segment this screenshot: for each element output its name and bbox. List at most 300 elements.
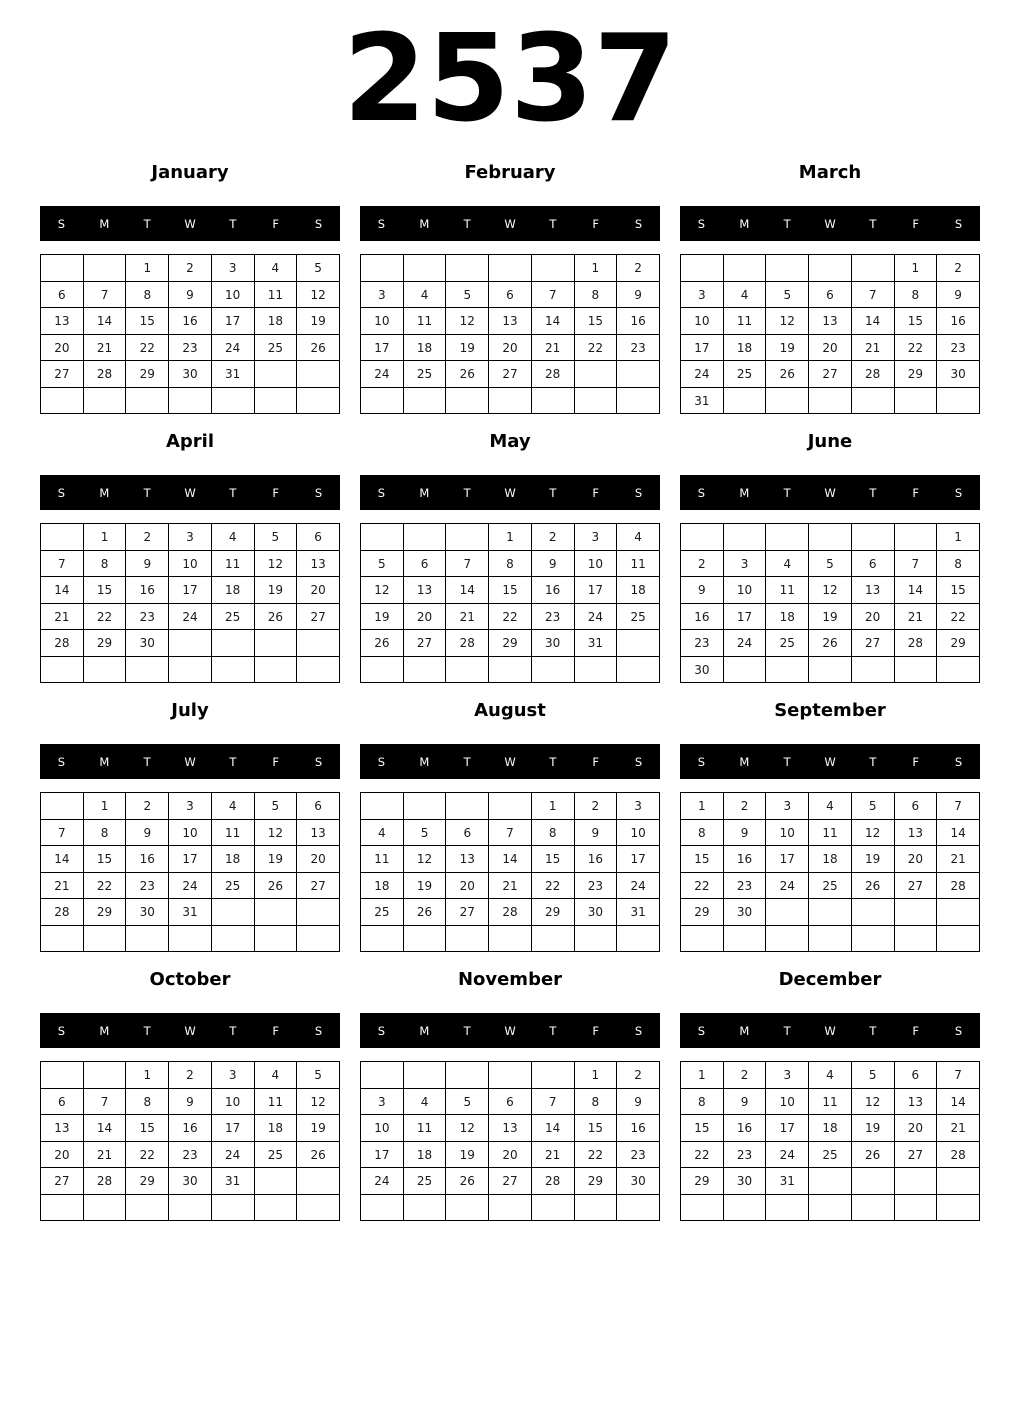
empty-day-cell xyxy=(937,656,980,683)
month-table xyxy=(680,792,980,952)
day-cell: 11 xyxy=(211,819,254,846)
empty-day-cell xyxy=(894,1194,937,1221)
day-cell: 13 xyxy=(489,308,532,335)
day-cell: 25 xyxy=(361,899,404,926)
day-cell: 24 xyxy=(169,872,212,899)
day-cell: 31 xyxy=(211,361,254,388)
day-cell: 14 xyxy=(937,819,980,846)
week-row xyxy=(361,1115,660,1142)
day-cell: 1 xyxy=(126,1062,169,1089)
day-cell: 4 xyxy=(403,1088,446,1115)
week-row xyxy=(361,656,660,683)
day-cell: 9 xyxy=(723,1088,766,1115)
day-cell: 2 xyxy=(723,1062,766,1089)
day-cell: 17 xyxy=(574,577,617,604)
weekday-label: S xyxy=(314,754,323,769)
weekday-label: S xyxy=(57,1023,66,1038)
day-cell: 1 xyxy=(531,793,574,820)
empty-day-cell xyxy=(681,524,724,551)
day-cell: 5 xyxy=(361,550,404,577)
weekday-label: W xyxy=(504,754,516,769)
day-cell: 24 xyxy=(574,603,617,630)
empty-day-cell xyxy=(403,793,446,820)
weekday-label: T xyxy=(869,1023,877,1038)
empty-day-cell xyxy=(361,387,404,414)
week-row xyxy=(681,524,980,551)
week-row xyxy=(681,255,980,282)
empty-day-cell xyxy=(254,361,297,388)
day-cell: 23 xyxy=(169,334,212,361)
day-cell: 20 xyxy=(41,1141,84,1168)
day-cell: 24 xyxy=(617,872,660,899)
day-cell: 24 xyxy=(211,334,254,361)
day-cell: 29 xyxy=(126,1168,169,1195)
empty-day-cell xyxy=(617,387,660,414)
day-cell: 16 xyxy=(126,846,169,873)
month-table xyxy=(360,523,660,683)
month-title: March xyxy=(798,162,862,184)
day-cell: 8 xyxy=(531,819,574,846)
day-cell: 26 xyxy=(766,361,809,388)
empty-day-cell xyxy=(766,925,809,952)
empty-day-cell xyxy=(297,899,340,926)
month-table xyxy=(40,792,340,952)
day-cell: 8 xyxy=(574,1088,617,1115)
month-days xyxy=(361,1062,660,1221)
day-cell: 21 xyxy=(851,334,894,361)
day-cell: 25 xyxy=(403,1168,446,1195)
day-cell: 24 xyxy=(723,630,766,657)
empty-day-cell xyxy=(489,793,532,820)
weekday-header-row xyxy=(40,744,340,779)
week-row xyxy=(681,577,980,604)
week-row xyxy=(361,846,660,873)
day-cell: 13 xyxy=(489,1115,532,1142)
empty-day-cell xyxy=(937,1168,980,1195)
day-cell: 28 xyxy=(489,899,532,926)
empty-day-cell xyxy=(894,524,937,551)
day-cell: 10 xyxy=(211,1088,254,1115)
day-cell: 28 xyxy=(83,1168,126,1195)
day-cell: 1 xyxy=(681,793,724,820)
empty-day-cell xyxy=(723,387,766,414)
day-cell: 24 xyxy=(766,872,809,899)
month-june xyxy=(680,431,980,683)
month-november xyxy=(360,969,660,1221)
day-cell: 11 xyxy=(361,846,404,873)
day-cell: 11 xyxy=(403,1115,446,1142)
day-cell: 22 xyxy=(894,334,937,361)
day-cell: 23 xyxy=(681,630,724,657)
weekday-label: S xyxy=(954,485,963,500)
week-row xyxy=(681,925,980,952)
weekday-label: T xyxy=(783,754,791,769)
weekday-label: M xyxy=(99,1023,110,1038)
weekday-header-row xyxy=(40,206,340,241)
week-row xyxy=(681,1088,980,1115)
day-cell: 5 xyxy=(446,1088,489,1115)
empty-day-cell xyxy=(894,925,937,952)
day-cell: 29 xyxy=(681,1168,724,1195)
day-cell: 28 xyxy=(446,630,489,657)
empty-day-cell xyxy=(169,630,212,657)
week-row xyxy=(361,793,660,820)
week-row xyxy=(681,630,980,657)
day-cell: 13 xyxy=(851,577,894,604)
empty-day-cell xyxy=(809,899,852,926)
day-cell: 14 xyxy=(446,577,489,604)
day-cell: 31 xyxy=(169,899,212,926)
day-cell: 4 xyxy=(809,1062,852,1089)
day-cell: 4 xyxy=(809,793,852,820)
empty-day-cell xyxy=(574,656,617,683)
weekday-label: T xyxy=(783,1023,791,1038)
day-cell: 4 xyxy=(723,281,766,308)
empty-day-cell xyxy=(169,1194,212,1221)
week-row xyxy=(41,1088,340,1115)
day-cell: 2 xyxy=(126,524,169,551)
month-may xyxy=(360,431,660,683)
day-cell: 19 xyxy=(297,1115,340,1142)
weekday-label: W xyxy=(824,485,836,500)
day-cell: 9 xyxy=(937,281,980,308)
month-days xyxy=(41,255,340,414)
weekday-label: T xyxy=(229,216,237,231)
day-cell: 29 xyxy=(681,899,724,926)
weekday-header-row xyxy=(680,1013,980,1048)
weekday-header-row xyxy=(360,206,660,241)
weekday-label: S xyxy=(57,754,66,769)
weekday-label: S xyxy=(697,754,706,769)
month-title: January xyxy=(151,162,229,184)
day-cell: 14 xyxy=(83,308,126,335)
day-cell: 20 xyxy=(41,334,84,361)
day-cell: 22 xyxy=(489,603,532,630)
empty-day-cell xyxy=(851,387,894,414)
day-cell: 5 xyxy=(851,1062,894,1089)
weekday-label: M xyxy=(739,485,750,500)
day-cell: 3 xyxy=(169,524,212,551)
month-title: May xyxy=(489,431,531,453)
empty-day-cell xyxy=(83,656,126,683)
day-cell: 16 xyxy=(723,1115,766,1142)
day-cell: 13 xyxy=(894,1088,937,1115)
day-cell: 5 xyxy=(851,793,894,820)
month-days xyxy=(41,793,340,952)
day-cell: 14 xyxy=(851,308,894,335)
month-september xyxy=(680,700,980,952)
day-cell: 5 xyxy=(254,793,297,820)
day-cell: 15 xyxy=(126,1115,169,1142)
week-row xyxy=(41,630,340,657)
month-march xyxy=(680,162,980,414)
weekday-label: S xyxy=(634,485,643,500)
day-cell: 28 xyxy=(937,872,980,899)
weekday-label: W xyxy=(824,216,836,231)
day-cell: 1 xyxy=(574,1062,617,1089)
weekday-label: S xyxy=(377,216,386,231)
day-cell: 1 xyxy=(894,255,937,282)
day-cell: 9 xyxy=(126,819,169,846)
empty-day-cell xyxy=(446,524,489,551)
week-row xyxy=(41,387,340,414)
empty-day-cell xyxy=(766,656,809,683)
weekday-label: S xyxy=(314,485,323,500)
weekday-label: F xyxy=(592,754,600,769)
day-cell: 7 xyxy=(937,1062,980,1089)
empty-day-cell xyxy=(446,255,489,282)
empty-day-cell xyxy=(851,1194,894,1221)
day-cell: 17 xyxy=(617,846,660,873)
day-cell: 22 xyxy=(83,872,126,899)
year-title: 2537 xyxy=(343,10,677,149)
weekday-label: W xyxy=(824,754,836,769)
day-cell: 29 xyxy=(937,630,980,657)
day-cell: 24 xyxy=(169,603,212,630)
empty-day-cell xyxy=(211,656,254,683)
day-cell: 30 xyxy=(531,630,574,657)
day-cell: 17 xyxy=(361,334,404,361)
day-cell: 19 xyxy=(254,846,297,873)
weekday-label: M xyxy=(99,754,110,769)
empty-day-cell xyxy=(723,925,766,952)
day-cell: 25 xyxy=(211,603,254,630)
day-cell: 14 xyxy=(937,1088,980,1115)
weekday-label: S xyxy=(954,754,963,769)
empty-day-cell xyxy=(531,387,574,414)
empty-day-cell xyxy=(809,255,852,282)
day-cell: 23 xyxy=(617,334,660,361)
day-cell: 2 xyxy=(681,550,724,577)
day-cell: 22 xyxy=(574,1141,617,1168)
day-cell: 5 xyxy=(254,524,297,551)
day-cell: 4 xyxy=(361,819,404,846)
day-cell: 18 xyxy=(254,1115,297,1142)
day-cell: 3 xyxy=(169,793,212,820)
day-cell: 5 xyxy=(809,550,852,577)
month-title: October xyxy=(149,969,231,991)
day-cell: 27 xyxy=(489,1168,532,1195)
empty-day-cell xyxy=(254,1194,297,1221)
day-cell: 20 xyxy=(851,603,894,630)
day-cell: 26 xyxy=(403,899,446,926)
day-cell: 28 xyxy=(531,361,574,388)
weekday-label: F xyxy=(272,754,280,769)
day-cell: 8 xyxy=(126,281,169,308)
day-cell: 11 xyxy=(723,308,766,335)
week-row xyxy=(361,1062,660,1089)
day-cell: 6 xyxy=(403,550,446,577)
month-days xyxy=(681,524,980,683)
empty-day-cell xyxy=(851,255,894,282)
empty-day-cell xyxy=(489,387,532,414)
month-table xyxy=(40,523,340,683)
day-cell: 10 xyxy=(574,550,617,577)
day-cell: 27 xyxy=(297,872,340,899)
empty-day-cell xyxy=(894,899,937,926)
empty-day-cell xyxy=(297,1194,340,1221)
weekday-label: T xyxy=(783,485,791,500)
empty-day-cell xyxy=(851,1168,894,1195)
empty-day-cell xyxy=(83,387,126,414)
day-cell: 2 xyxy=(531,524,574,551)
day-cell: 21 xyxy=(83,334,126,361)
day-cell: 9 xyxy=(723,819,766,846)
weekday-label: T xyxy=(463,754,471,769)
day-cell: 5 xyxy=(297,255,340,282)
weekday-label: M xyxy=(419,216,430,231)
empty-day-cell xyxy=(361,925,404,952)
day-cell: 8 xyxy=(681,819,724,846)
day-cell: 21 xyxy=(83,1141,126,1168)
day-cell: 25 xyxy=(211,872,254,899)
day-cell: 9 xyxy=(169,1088,212,1115)
month-table xyxy=(680,523,980,683)
empty-day-cell xyxy=(446,925,489,952)
day-cell: 4 xyxy=(211,793,254,820)
month-days xyxy=(681,1062,980,1221)
empty-day-cell xyxy=(617,925,660,952)
day-cell: 26 xyxy=(297,1141,340,1168)
weekday-label: F xyxy=(592,1023,600,1038)
day-cell: 2 xyxy=(723,793,766,820)
day-cell: 7 xyxy=(446,550,489,577)
empty-day-cell xyxy=(211,925,254,952)
day-cell: 30 xyxy=(617,1168,660,1195)
day-cell: 25 xyxy=(809,1141,852,1168)
day-cell: 3 xyxy=(361,281,404,308)
day-cell: 5 xyxy=(446,281,489,308)
day-cell: 13 xyxy=(297,550,340,577)
day-cell: 23 xyxy=(937,334,980,361)
empty-day-cell xyxy=(809,656,852,683)
empty-day-cell xyxy=(83,255,126,282)
day-cell: 17 xyxy=(723,603,766,630)
week-row xyxy=(361,524,660,551)
weekday-label: F xyxy=(272,485,280,500)
empty-day-cell xyxy=(446,656,489,683)
weekday-label: T xyxy=(143,754,151,769)
week-row xyxy=(41,550,340,577)
day-cell: 20 xyxy=(446,872,489,899)
day-cell: 20 xyxy=(297,846,340,873)
empty-day-cell xyxy=(489,656,532,683)
day-cell: 12 xyxy=(446,308,489,335)
day-cell: 10 xyxy=(361,1115,404,1142)
day-cell: 13 xyxy=(894,819,937,846)
day-cell: 6 xyxy=(41,1088,84,1115)
day-cell: 25 xyxy=(723,361,766,388)
day-cell: 26 xyxy=(851,872,894,899)
empty-day-cell xyxy=(617,361,660,388)
empty-day-cell xyxy=(169,387,212,414)
weekday-label: S xyxy=(697,485,706,500)
weekday-header-row xyxy=(680,475,980,510)
month-title: April xyxy=(165,431,215,453)
day-cell: 8 xyxy=(83,819,126,846)
empty-day-cell xyxy=(766,387,809,414)
month-january xyxy=(40,162,340,414)
week-row xyxy=(681,793,980,820)
weekday-label: F xyxy=(272,1023,280,1038)
weekday-label: T xyxy=(869,216,877,231)
day-cell: 4 xyxy=(254,1062,297,1089)
weekday-label: S xyxy=(377,754,386,769)
day-cell: 22 xyxy=(83,603,126,630)
weekday-label: T xyxy=(869,485,877,500)
empty-day-cell xyxy=(126,387,169,414)
day-cell: 16 xyxy=(169,308,212,335)
day-cell: 11 xyxy=(254,281,297,308)
day-cell: 12 xyxy=(403,846,446,873)
day-cell: 14 xyxy=(531,1115,574,1142)
day-cell: 3 xyxy=(766,793,809,820)
day-cell: 8 xyxy=(126,1088,169,1115)
day-cell: 17 xyxy=(169,846,212,873)
empty-day-cell xyxy=(126,656,169,683)
weekday-label: F xyxy=(592,216,600,231)
day-cell: 30 xyxy=(126,899,169,926)
day-cell: 29 xyxy=(531,899,574,926)
day-cell: 26 xyxy=(809,630,852,657)
weekday-header-row xyxy=(360,1013,660,1048)
day-cell: 1 xyxy=(83,524,126,551)
week-row xyxy=(681,846,980,873)
weekday-label: W xyxy=(504,485,516,500)
empty-day-cell xyxy=(723,524,766,551)
week-row xyxy=(41,899,340,926)
day-cell: 3 xyxy=(211,1062,254,1089)
weekday-label: T xyxy=(143,1023,151,1038)
day-cell: 7 xyxy=(894,550,937,577)
week-row xyxy=(361,1088,660,1115)
day-cell: 6 xyxy=(894,793,937,820)
day-cell: 6 xyxy=(41,281,84,308)
day-cell: 6 xyxy=(446,819,489,846)
day-cell: 19 xyxy=(361,603,404,630)
empty-day-cell xyxy=(41,1062,84,1089)
day-cell: 15 xyxy=(574,308,617,335)
empty-day-cell xyxy=(297,630,340,657)
day-cell: 20 xyxy=(489,1141,532,1168)
weekday-label: M xyxy=(739,754,750,769)
day-cell: 14 xyxy=(41,846,84,873)
day-cell: 1 xyxy=(489,524,532,551)
empty-day-cell xyxy=(297,925,340,952)
day-cell: 21 xyxy=(937,1115,980,1142)
day-cell: 6 xyxy=(297,524,340,551)
month-table xyxy=(360,1061,660,1221)
day-cell: 7 xyxy=(83,1088,126,1115)
weekday-label: W xyxy=(184,1023,196,1038)
empty-day-cell xyxy=(574,1194,617,1221)
empty-day-cell xyxy=(41,793,84,820)
day-cell: 28 xyxy=(851,361,894,388)
day-cell: 14 xyxy=(489,846,532,873)
day-cell: 1 xyxy=(681,1062,724,1089)
week-row xyxy=(41,524,340,551)
week-row xyxy=(41,1194,340,1221)
day-cell: 29 xyxy=(126,361,169,388)
empty-day-cell xyxy=(211,899,254,926)
empty-day-cell xyxy=(766,1194,809,1221)
empty-day-cell xyxy=(83,1194,126,1221)
day-cell: 27 xyxy=(297,603,340,630)
day-cell: 19 xyxy=(297,308,340,335)
week-row xyxy=(41,925,340,952)
month-august xyxy=(360,700,660,952)
day-cell: 13 xyxy=(41,1115,84,1142)
